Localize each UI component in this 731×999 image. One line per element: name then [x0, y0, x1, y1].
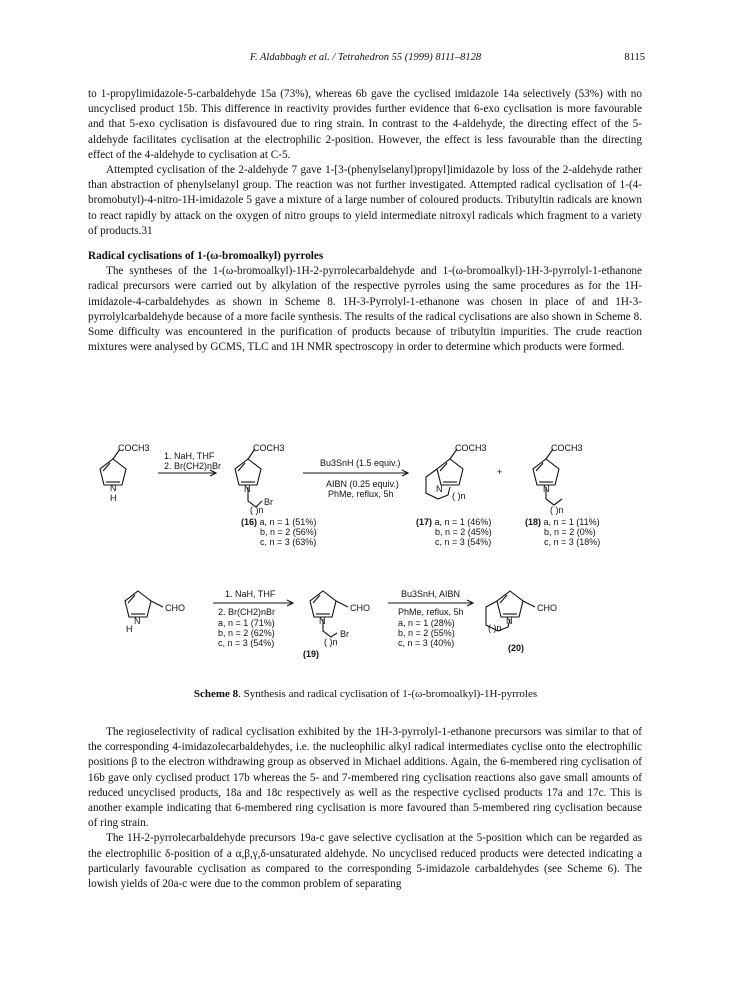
yield-label: b, n = 2 (62%): [218, 628, 275, 638]
substituent-acetyl-label: COCH3: [455, 443, 487, 453]
substituent-aldehyde-label: CHO: [165, 603, 185, 613]
compound-18-yield: b, n = 2 (0%): [544, 527, 596, 537]
compound-19-label: (19): [303, 649, 320, 659]
paragraph-4: The regioselectivity of radical cyclisation exhibited by the 1H-3-pyrrolyl-1-ethanone precursors was similar to that of the corresponding 4-imidazolecarbaldehydes, i.e. the nucleophilic alkyl radical intermediates cyclise onto the electrophilic positions β to the electron withdrawing group as observed in Michael additions. Again, the 6-membered ring cyclisation of 16b gave only cyclised product 17b whereas the 5- and 7-membered ring cyclisation reactions also gave small amounts of reduced uncyclised products, 18a and 18c respectively as well as the respective cyclised products 17a and 17c. This is another example indicating that 6-membered ring cyclisation is more favoured than 5-membered ring cyclisation because of ring strain.: [88, 726, 642, 830]
atom-n-label: N: [110, 483, 117, 493]
compound-18-yield: c, n = 3 (18%): [544, 537, 601, 547]
section-heading: Radical cyclisations of 1-(ω-bromoalkyl) pyrroles: [88, 250, 324, 263]
atom-h-label: H: [110, 493, 117, 503]
chain-n-label: ( )n: [324, 637, 338, 647]
reagent-label: 2. Br(CH2)nBr: [164, 461, 222, 471]
paragraph-1: to 1-propylimidazole-5-carbaldehyde 15a (73%), whereas 6b gave the cyclised imidazole 14a selectively (53%) with no uncyclised product 15b. This difference in reactivity provides further evidence that 6-exo cyclisation is more favourable and that 5-exo cyclisation is disfavoured due to ring strain. In contrast to the 4-aldehyde, the directing effect of the 5-aldehyde facilitates cyclisation at the electrophilic 2-position. However, the effect is less favourable than the directing effect of the 4-aldehyde to cyclisation at C-5.: [88, 88, 642, 161]
paragraph-5: The 1H-2-pyrrolecarbaldehyde precursors 19a-c gave selective cyclisation at the 5-position which can be regarded as the electrophilic δ-position of a α,β,γ,δ-unsaturated aldehyde. No uncyclised reduced products were detected indicating a particularly favourable cyclisation as compared to the corresponding 5-imidazole carbaldehydes (see Scheme 6). The lowish yields of 20a-c were due to the common problem of separating: [88, 832, 642, 891]
atom-h-label: H: [126, 624, 133, 634]
compound-20-label: (20): [508, 643, 525, 653]
atom-n-label: N: [506, 616, 513, 626]
substituent-aldehyde-label: CHO: [350, 603, 370, 613]
compound-16-yield: c, n = 3 (63%): [260, 537, 317, 547]
substituent-acetyl-label: COCH3: [118, 443, 150, 453]
chain-n-label: ( )n: [250, 505, 264, 515]
reagent-label: PhMe, reflux, 5h: [398, 607, 464, 617]
atom-n-label: N: [543, 484, 550, 494]
substituent-aldehyde-label: CHO: [537, 603, 557, 613]
compound-17-yield: b, n = 2 (45%): [435, 527, 492, 537]
yield-label: b, n = 2 (55%): [398, 628, 455, 638]
upper-body-text: [88, 87, 642, 355]
running-title: F. Aldabbagh et al. / Tetrahedron 55 (1999) 8111–8128: [249, 52, 482, 63]
paragraph-2: Attempted cyclisation of the 2-aldehyde 7 gave 1-[3-(phenylselanyl)propyl]imidazole by loss of the 2-aldehyde rather than abstraction of phenylselanyl group. The reaction was not further investigated. Attempted radical cyclisation of 1-(4-bromobutyl)-4-nitro-1H-imidazole 5 gave a mixture of a large number of coloured products. Tributyltin radicals are known to react rapidly by attack on the oxygen of nitro groups to yield intermediate nitroxyl radicals which fragment to a variety of products.31: [88, 164, 642, 237]
chain-n-label: ( )n: [550, 505, 564, 515]
reagent-label: 1. NaH, THF: [164, 451, 215, 461]
yield-label: c, n = 3 (54%): [218, 638, 275, 648]
reagent-label: PhMe, reflux, 5h: [328, 489, 394, 499]
reagent-label: Bu3SnH, AIBN: [401, 589, 461, 599]
compound-16-yield: b, n = 2 (56%): [260, 527, 317, 537]
atom-n-label: N: [319, 616, 326, 626]
yield-label: c, n = 3 (40%): [398, 638, 455, 648]
compound-18-label: (18) a, n = 1 (11%): [525, 517, 600, 527]
scheme-caption-text: . Synthesis and radical cyclisation of 1-(ω-bromoalkyl)-1H-pyrroles: [238, 688, 538, 700]
compound-17-label: (17) a, n = 1 (46%): [416, 517, 492, 527]
compound-17-yield: c, n = 3 (54%): [435, 537, 492, 547]
atom-n-label: N: [134, 616, 141, 626]
lower-body-text: [88, 725, 642, 892]
reagent-label: AIBN (0.25 equiv.): [326, 479, 399, 489]
scheme-structures: [88, 443, 648, 661]
reagent-label: 1. NaH, THF: [225, 589, 276, 599]
scheme-caption-label: Scheme 8: [193, 688, 239, 700]
chain-n-label: ( )n: [488, 623, 502, 633]
atom-n-label: N: [436, 484, 443, 494]
atom-n-label: N: [244, 484, 251, 494]
yield-label: a, n = 1 (71%): [218, 618, 275, 628]
compound-16-label: (16) a, n = 1 (51%): [241, 517, 317, 527]
yield-label: a, n = 1 (28%): [398, 618, 455, 628]
plus-sign: +: [497, 467, 503, 477]
reagent-label: 2. Br(CH2)nBr: [218, 607, 276, 617]
paragraph-3: The syntheses of the 1-(ω-bromoalkyl)-1H-2-pyrrolecarbaldehyde and 1-(ω-bromoalkyl)-1H-3-pyrrolyl-1-ethanone radical precursors were carried out by alkylation of the respective pyrroles using the same procedures as for the 1H-imidazole-4-carbaldehydes as shown in Scheme 8. 1H-3-Pyrrolyl-1-ethanone was chosen in place of and 1H-3-pyrrolylcarbaldehyde because of a more facile synthesis. The results of the radical cyclisations are also shown in Scheme 8. Some difficulty was encountered in the purification of products because of tributyltin impurities. The crude reaction mixtures were analysed by GCMS, TLC and 1H NMR spectroscopy in order to determine which products were formed.: [88, 265, 642, 354]
chain-n-label: ( )n: [452, 491, 466, 501]
scheme-8-figure: [88, 443, 648, 661]
substituent-acetyl-label: COCH3: [253, 443, 285, 453]
atom-br-label: Br: [264, 497, 273, 507]
atom-br-label: Br: [340, 629, 349, 639]
page-number: 8115: [624, 52, 645, 63]
reagent-label: Bu3SnH (1.5 equiv.): [320, 458, 401, 468]
scheme-caption: [0, 688, 731, 700]
substituent-acetyl-label: COCH3: [551, 443, 583, 453]
